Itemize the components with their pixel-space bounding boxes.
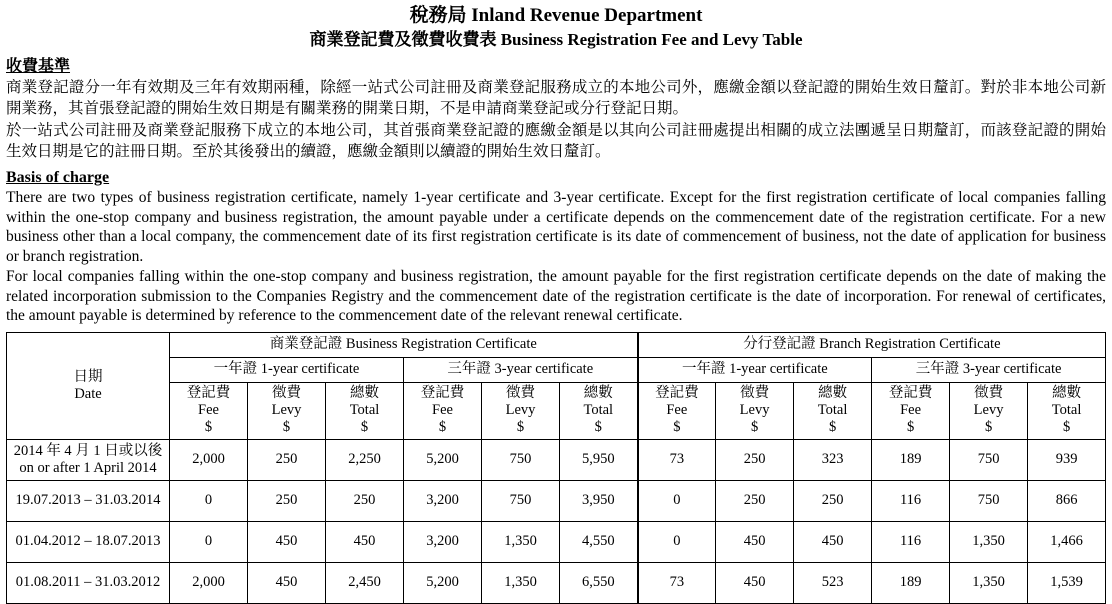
row-value-cell: 73 (638, 439, 716, 480)
column-header-en: Levy (973, 402, 1004, 418)
column-header (716, 382, 794, 439)
row-value-cell: 250 (716, 439, 794, 480)
column-header-en: Total (817, 402, 848, 418)
column-header (482, 382, 560, 439)
column-header-unit: $ (516, 419, 525, 435)
date-header-en: Date (74, 385, 102, 402)
row-date-cell (7, 521, 170, 562)
row-value-cell: 250 (716, 480, 794, 521)
row-value-cell: 5,200 (404, 439, 482, 480)
column-header-zh: 徵費 (506, 385, 535, 401)
row-value-cell: 2,450 (326, 562, 404, 603)
column-header-zh: 登記費 (655, 385, 699, 401)
column-header-en: Total (1051, 402, 1082, 418)
column-header (950, 382, 1028, 439)
row-value-cell: 0 (638, 480, 716, 521)
column-header-en: Levy (271, 402, 302, 418)
row-value-cell: 450 (716, 521, 794, 562)
row-value-cell: 2,000 (170, 439, 248, 480)
column-header-en: Fee (198, 402, 219, 418)
column-header-unit: $ (750, 419, 759, 435)
table-header-subgroup-row (7, 357, 1106, 382)
column-header (794, 382, 872, 439)
column-header-en: Levy (739, 402, 770, 418)
row-value-cell: 0 (170, 480, 248, 521)
table-header-group-row (7, 332, 1106, 357)
table-row (7, 439, 1106, 480)
column-header-zh: 總數 (583, 385, 613, 401)
row-value-cell: 450 (716, 562, 794, 603)
column-header-unit: $ (594, 419, 602, 435)
row-date-cell (7, 562, 170, 603)
row-value-cell: 450 (248, 521, 326, 562)
row-value-cell: 323 (794, 439, 872, 480)
date-column-header (7, 332, 170, 439)
column-header (1028, 382, 1106, 439)
column-header-en: Levy (505, 402, 536, 418)
column-header-unit: $ (1062, 419, 1071, 435)
table-header-column-row (7, 382, 1106, 439)
row-value-cell: 250 (248, 439, 326, 480)
column-header-zh: 徵費 (974, 385, 1004, 401)
basis-of-charge-heading-en: Basis of charge (6, 169, 110, 186)
column-header-en: Fee (432, 402, 453, 418)
row-value-cell: 750 (950, 480, 1028, 521)
basis-zh-paragraph-2: 於一站式公司註冊及商業登記服務下成立的本地公司，其首張商業登記證的應繳金額是以其向公司註冊處提出相關的成立法團遞呈日期釐訂，而該登記證的開始生效日期是它的註冊日期。至於其後發出的續證，應繳金額則以續證的開始生效日釐訂。 (6, 122, 1106, 160)
row-date-line-1: 2014 年 4 月 1 日或以後 (13, 442, 163, 459)
row-value-cell: 1,350 (950, 521, 1028, 562)
row-date-cell (7, 480, 170, 521)
row-value-cell: 523 (794, 562, 872, 603)
column-header-en: Fee (900, 402, 922, 418)
row-value-cell: 116 (872, 521, 950, 562)
row-value-cell: 2,250 (326, 439, 404, 480)
row-value-cell: 250 (794, 480, 872, 521)
column-header-zh: 徵費 (272, 385, 301, 401)
fee-and-levy-table (6, 332, 1106, 604)
subgroup-header-br-1year: 一年證 1-year certificate (170, 357, 404, 382)
basis-en-paragraph-2: For local companies falling within the one-stop company and business registration, the amount payable for the first registration certificate depends on the date of making the related incorporation submission to the Companies Registry and the commencement date of the registration certificate is the date of incorporation. For renewal of certificates, the amount payable is determined by reference to the commencement date of the relevant renewal certificate. (6, 268, 1106, 324)
subgroup-header-br-3year: 三年證 3-year certificate (404, 357, 638, 382)
row-value-cell: 750 (482, 480, 560, 521)
basis-zh-paragraph-1: 商業登記證分一年有效期及三年有效期兩種，除經一站式公司註冊及商業登記服務成立的本地公司外，應繳金額以登記證的開始生效日釐訂。對於非本地公司新開業務，其首張登記證的開始生效日期是有關業務的開業日期，不是申請商業登記或分行登記日期。 (6, 79, 1106, 117)
row-value-cell: 3,200 (404, 521, 482, 562)
basis-of-charge-heading-zh: 收費基準 (6, 58, 71, 75)
column-header (638, 382, 716, 439)
row-value-cell: 3,200 (404, 480, 482, 521)
column-header-unit: $ (673, 419, 681, 435)
row-value-cell: 750 (482, 439, 560, 480)
column-header-zh: 登記費 (888, 385, 933, 401)
row-value-cell: 450 (248, 562, 326, 603)
column-header (170, 382, 248, 439)
column-header-zh: 總數 (350, 385, 379, 401)
row-value-cell: 1,466 (1028, 521, 1106, 562)
row-date-line-1: 01.08.2011 – 31.03.2012 (15, 574, 161, 590)
subgroup-header-branch-3year: 三年證 3-year certificate (872, 357, 1106, 382)
group-header-business: 商業登記證 Business Registration Certificate (170, 332, 638, 357)
row-value-cell: 1,350 (482, 562, 560, 603)
column-header-zh: 徵費 (740, 385, 770, 401)
row-value-cell: 73 (638, 562, 716, 603)
column-header-en: Total (583, 402, 614, 418)
row-value-cell: 5,950 (560, 439, 638, 480)
column-header (560, 382, 638, 439)
row-value-cell: 116 (872, 480, 950, 521)
column-header-unit: $ (984, 419, 993, 435)
column-header-zh: 總數 (818, 385, 848, 401)
row-date-line-2: on or after 1 April 2014 (19, 459, 157, 476)
table-row (7, 521, 1106, 562)
column-header-zh: 登記費 (420, 385, 465, 401)
row-value-cell: 2,000 (170, 562, 248, 603)
column-header (872, 382, 950, 439)
row-value-cell: 1,350 (482, 521, 560, 562)
row-value-cell: 3,950 (560, 480, 638, 521)
row-value-cell: 450 (794, 521, 872, 562)
row-value-cell: 189 (872, 439, 950, 480)
row-value-cell: 5,200 (404, 562, 482, 603)
row-value-cell: 250 (248, 480, 326, 521)
column-header-zh: 登記費 (186, 385, 231, 401)
row-date-line-1: 01.04.2012 – 18.07.2013 (15, 533, 161, 549)
table-row (7, 562, 1106, 603)
row-value-cell: 0 (170, 521, 248, 562)
column-header (404, 382, 482, 439)
column-header-unit: $ (282, 419, 291, 435)
row-value-cell: 866 (1028, 480, 1106, 521)
basis-en-paragraph-1: There are two types of business registration certificate, namely 1-year certificate and 3-year certificate. Except for the first registration certificate of local companies falling within the one-stop company and business registration, the amount payable under a certificate depends on the commencement date of the registration certificate. For a new business other than a local company, the commencement date of its first registration certificate is its date of commencement of business, not the date of application for business or branch registration. (6, 189, 1106, 265)
column-header (248, 382, 326, 439)
title-line-2: 商業登記費及徵費收費表 Business Registration Fee and Levy Table (309, 30, 803, 49)
column-header-en: Total (349, 402, 380, 418)
row-value-cell: 939 (1028, 439, 1106, 480)
document-title (6, 4, 1106, 51)
column-header-unit: $ (204, 419, 213, 435)
row-value-cell: 1,350 (950, 562, 1028, 603)
group-header-branch: 分行登記證 Branch Registration Certificate (638, 332, 1106, 357)
row-value-cell: 189 (872, 562, 950, 603)
row-date-line-1: 19.07.2013 – 31.03.2014 (15, 492, 161, 508)
row-value-cell: 6,550 (560, 562, 638, 603)
row-value-cell: 450 (326, 521, 404, 562)
column-header (326, 382, 404, 439)
column-header-unit: $ (906, 419, 915, 435)
row-date-cell (7, 439, 170, 480)
table-row (7, 480, 1106, 521)
subgroup-header-branch-1year: 一年證 1-year certificate (638, 357, 872, 382)
row-value-cell: 250 (326, 480, 404, 521)
column-header-unit: $ (828, 419, 837, 435)
row-value-cell: 750 (950, 439, 1028, 480)
column-header-unit: $ (360, 419, 369, 435)
row-value-cell: 1,539 (1028, 562, 1106, 603)
column-header-en: Fee (666, 402, 688, 418)
date-header-zh: 日期 (73, 368, 103, 385)
column-header-zh: 總數 (1052, 385, 1082, 401)
row-value-cell: 0 (638, 521, 716, 562)
row-value-cell: 4,550 (560, 521, 638, 562)
title-line-1: 稅務局 Inland Revenue Department (409, 5, 703, 26)
column-header-unit: $ (438, 419, 447, 435)
